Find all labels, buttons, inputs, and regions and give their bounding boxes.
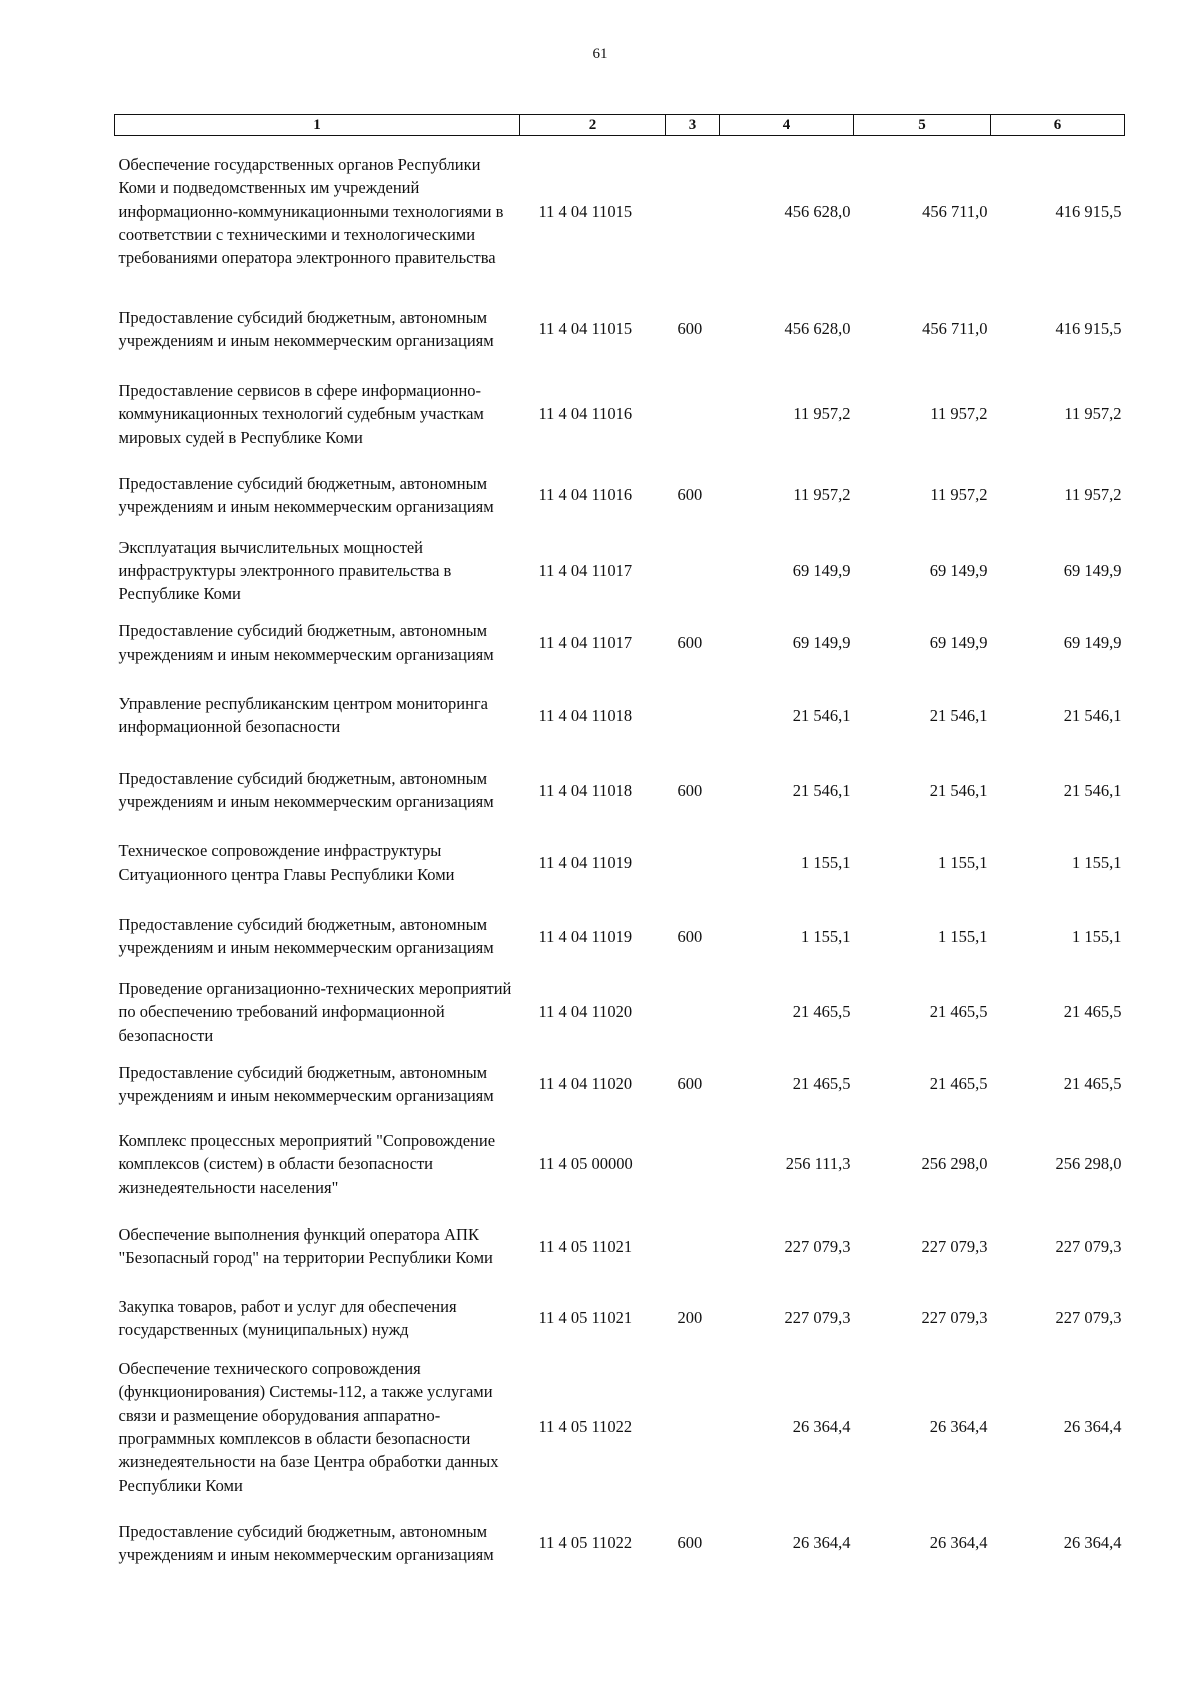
item-name: Предоставление субсидий бюджетным, автономным учреждениям и иным некоммерческим организациям: [118, 307, 494, 350]
item-value-col6: 1 155,1: [1072, 853, 1122, 873]
item-value-col6: 1 155,1: [1072, 926, 1122, 946]
item-value-col6: 21 465,5: [1063, 1002, 1122, 1022]
item-value-col5: 227 079,3: [921, 1308, 988, 1328]
item-value-col4: 69 149,9: [792, 633, 851, 653]
item-code: 11 4 04 11016: [538, 485, 633, 505]
table-row: [115, 608, 1125, 678]
item-expense-type: 600: [677, 633, 703, 653]
item-code: 11 4 04 11018: [538, 705, 633, 725]
item-value-col5: 21 546,1: [929, 780, 988, 800]
column-header-6: 6: [991, 115, 1125, 136]
item-name: Предоставление сервисов в сфере информационно-коммуникационных технологий судебным участкам мировых судей в Республике Коми: [118, 380, 484, 447]
item-value-col5: 21 465,5: [929, 1074, 988, 1094]
item-value-col4: 1 155,1: [801, 853, 851, 873]
item-expense-type: [666, 1209, 720, 1284]
item-expense-type: 600: [677, 780, 703, 800]
item-name: Обеспечение государственных органов Республики Коми и подведомственных им учреждений информационно-коммуникационными технологиями в соответствии с техническими и технологическими требованиями оператора электронного правительства: [118, 154, 504, 268]
item-value-col4: 69 149,9: [792, 560, 851, 580]
item-name: Предоставление субсидий бюджетным, автономным учреждениям и иным некоммерческим организациям: [118, 768, 494, 812]
item-value-col5: 26 364,4: [929, 1533, 988, 1553]
item-code: 11 4 05 11021: [538, 1236, 633, 1256]
column-header-1: 1: [115, 115, 520, 136]
item-expense-type: [666, 975, 720, 1049]
item-expense-type: [666, 1119, 720, 1209]
item-code: 11 4 05 11021: [538, 1308, 633, 1328]
item-name: Управление республиканским центром мониторинга информационной безопасности: [118, 693, 488, 737]
item-value-col4: 21 546,1: [792, 705, 851, 725]
table-row: [115, 975, 1125, 1049]
item-value-col4: 227 079,3: [784, 1236, 851, 1256]
item-value-col4: 11 957,2: [793, 404, 851, 424]
item-expense-type: 600: [677, 319, 703, 339]
item-value-col5: 11 957,2: [930, 404, 988, 424]
item-value-col6: 26 364,4: [1063, 1417, 1122, 1437]
item-value-col4: 456 628,0: [784, 201, 851, 221]
item-name: Предоставление субсидий бюджетным, автономным учреждениям и иным некоммерческим организациям: [118, 621, 494, 664]
budget-table: [114, 114, 1125, 1584]
item-code: 11 4 04 11015: [538, 201, 633, 221]
item-code: 11 4 04 11016: [538, 404, 633, 424]
item-value-col4: 21 546,1: [792, 780, 851, 800]
column-header-4: 4: [720, 115, 854, 136]
column-header-5: 5: [854, 115, 991, 136]
item-value-col6: 21 546,1: [1063, 780, 1122, 800]
item-code: 11 4 04 11015: [538, 319, 633, 339]
item-value-col5: 11 957,2: [930, 485, 988, 505]
item-value-col5: 69 149,9: [929, 633, 988, 653]
item-name: Закупка товаров, работ и услуг для обеспечения государственных (муниципальных) нужд: [118, 1296, 457, 1339]
item-value-col4: 26 364,4: [792, 1533, 851, 1553]
item-expense-type: 600: [677, 1533, 703, 1553]
item-value-col5: 456 711,0: [922, 319, 988, 339]
item-value-col5: 256 298,0: [921, 1154, 988, 1174]
item-value-col4: 456 628,0: [784, 319, 851, 339]
header-row: [115, 115, 1125, 136]
item-name: Предоставление субсидий бюджетным, автономным учреждениям и иным некоммерческим организациям: [118, 1062, 494, 1105]
item-value-col6: 416 915,5: [1055, 319, 1122, 339]
table-row: [115, 1502, 1125, 1584]
table-row: [115, 828, 1125, 898]
item-code: 11 4 05 00000: [538, 1154, 633, 1174]
item-value-col4: 21 465,5: [792, 1002, 851, 1022]
item-expense-type: 600: [677, 485, 703, 505]
item-name: Комплекс процессных мероприятий "Сопровождение комплексов (систем) в области безопасности жизнедеятельности населения": [118, 1130, 496, 1197]
item-value-col4: 21 465,5: [792, 1074, 851, 1094]
table-row: [115, 678, 1125, 753]
item-value-col6: 21 465,5: [1063, 1074, 1122, 1094]
item-value-col4: 256 111,3: [785, 1154, 851, 1174]
item-expense-type: 600: [677, 1074, 703, 1094]
table-row: [115, 1119, 1125, 1209]
table-row: [115, 1284, 1125, 1352]
item-name: Предоставление субсидий бюджетным, автономным учреждениям и иным некоммерческим организациям: [118, 473, 494, 516]
item-value-col5: 26 364,4: [929, 1417, 988, 1437]
item-value-col4: 1 155,1: [801, 926, 851, 946]
table-row: [115, 1352, 1125, 1502]
table-row: [115, 287, 1125, 372]
item-name: Проведение организационно-технических мероприятий по обеспечению требований информационной безопасности: [118, 978, 512, 1045]
item-name: Предоставление субсидий бюджетным, автономным учреждениям и иным некоммерческим организациям: [118, 914, 494, 958]
item-code: 11 4 04 11017: [538, 633, 633, 653]
item-expense-type: [666, 678, 720, 753]
item-value-col6: 69 149,9: [1063, 633, 1122, 653]
item-expense-type: [666, 136, 720, 287]
item-value-col5: 456 711,0: [922, 201, 988, 221]
item-value-col6: 227 079,3: [1055, 1308, 1122, 1328]
item-value-col6: 11 957,2: [1064, 404, 1122, 424]
table-row: [115, 372, 1125, 457]
table-row: [115, 457, 1125, 534]
item-expense-type: [666, 828, 720, 898]
item-value-col6: 69 149,9: [1063, 560, 1122, 580]
item-value-col5: 21 546,1: [929, 705, 988, 725]
item-value-col4: 227 079,3: [784, 1308, 851, 1328]
item-value-col5: 1 155,1: [938, 926, 988, 946]
item-code: 11 4 04 11018: [538, 780, 633, 800]
column-header-2: 2: [520, 115, 666, 136]
item-code: 11 4 04 11019: [538, 926, 633, 946]
item-name: Техническое сопровождение инфраструктуры Ситуационного центра Главы Республики Коми: [118, 841, 455, 884]
item-value-col4: 26 364,4: [792, 1417, 851, 1437]
item-expense-type: 600: [677, 926, 703, 946]
table-row: [115, 1209, 1125, 1284]
item-code: 11 4 04 11019: [538, 853, 633, 873]
column-header-3: 3: [666, 115, 720, 136]
item-value-col5: 1 155,1: [938, 853, 988, 873]
item-code: 11 4 04 11020: [538, 1002, 633, 1022]
item-expense-type: [666, 534, 720, 608]
table-row: [115, 136, 1125, 287]
item-value-col5: 21 465,5: [929, 1002, 988, 1022]
item-value-col6: 416 915,5: [1055, 201, 1122, 221]
item-value-col5: 227 079,3: [921, 1236, 988, 1256]
item-code: 11 4 04 11020: [538, 1074, 633, 1094]
item-name: Эксплуатация вычислительных мощностей инфраструктуры электронного правительства в Республике Коми: [118, 537, 452, 604]
item-value-col6: 21 546,1: [1063, 705, 1122, 725]
table-row: [115, 1049, 1125, 1119]
item-value-col6: 26 364,4: [1063, 1533, 1122, 1553]
item-code: 11 4 04 11017: [538, 560, 633, 580]
item-value-col6: 256 298,0: [1055, 1154, 1122, 1174]
table-row: [115, 753, 1125, 828]
item-code: 11 4 05 11022: [538, 1417, 633, 1437]
item-name: Обеспечение выполнения функций оператора АПК "Безопасный город" на территории Республики Коми: [118, 1225, 493, 1268]
item-name: Обеспечение технического сопровождения (функционирования) Системы-112, а также услугами связи и размещение оборудования аппаратно-программных комплексов в области безопасности жизнедеятельности на базе Центра обработки данных Республики Коми: [118, 1358, 499, 1495]
item-expense-type: [666, 372, 720, 457]
item-expense-type: 200: [677, 1308, 703, 1328]
table-row: [115, 534, 1125, 608]
item-value-col6: 227 079,3: [1055, 1236, 1122, 1256]
table-body: [115, 136, 1125, 1584]
item-code: 11 4 05 11022: [538, 1533, 633, 1553]
table-row: [115, 898, 1125, 975]
page-number: 61: [592, 46, 608, 62]
item-expense-type: [666, 1352, 720, 1502]
item-value-col4: 11 957,2: [793, 485, 851, 505]
item-value-col5: 69 149,9: [929, 560, 988, 580]
item-value-col6: 11 957,2: [1064, 485, 1122, 505]
item-name: Предоставление субсидий бюджетным, автономным учреждениям и иным некоммерческим организациям: [118, 1521, 494, 1564]
